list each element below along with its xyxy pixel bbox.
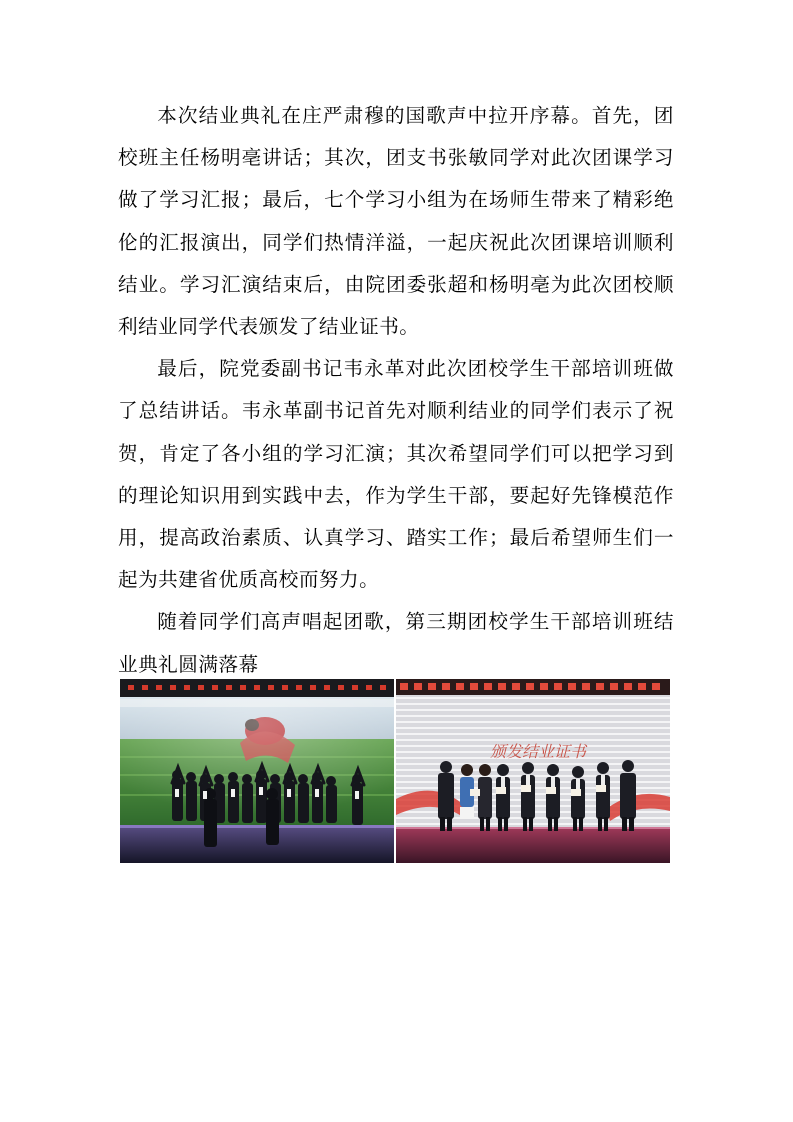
paragraph-ceremony-ending: 随着同学们高声唱起团歌，第三期团校学生干部培训班结业典礼圆满落幕	[118, 610, 674, 676]
photo-row	[120, 679, 670, 863]
paragraph-closing-speech: 最后，院党委副书记韦永革对此次团校学生干部培训班做了总结讲话。韦永革副书记首先对顺利结业的同学们表示了祝贺，肯定了各小组的学习汇演；其次希望同学们可以把学习到的理论知识用到实践中去，作为学生干部，要起好先锋模范作用，提高政治素质、认真学习、踏实工作；最后希望师生们一起为共建省优质高校而努力。	[118, 357, 674, 592]
paragraph-ceremony-opening: 本次结业典礼在庄严肃穆的国歌声中拉开序幕。首先，团校班主任杨明亳讲话；其次，团支书张敏同学对此次团课学习做了学习汇报；最后，七个学习小组为在场师生带来了精彩绝伦的汇报演出，同学们热情洋溢，一起庆祝此次团课培训顺利结业。学习汇演结束后，由院团委张超和杨明亳为此次团校顺利结业同学代表颁发了结业证书。	[118, 104, 674, 339]
certificate-ceremony-photo	[396, 679, 670, 863]
stage-performance-photo	[120, 679, 394, 863]
certificate-banner-text: 颁发结业证书	[489, 742, 587, 761]
document-body	[118, 95, 674, 686]
